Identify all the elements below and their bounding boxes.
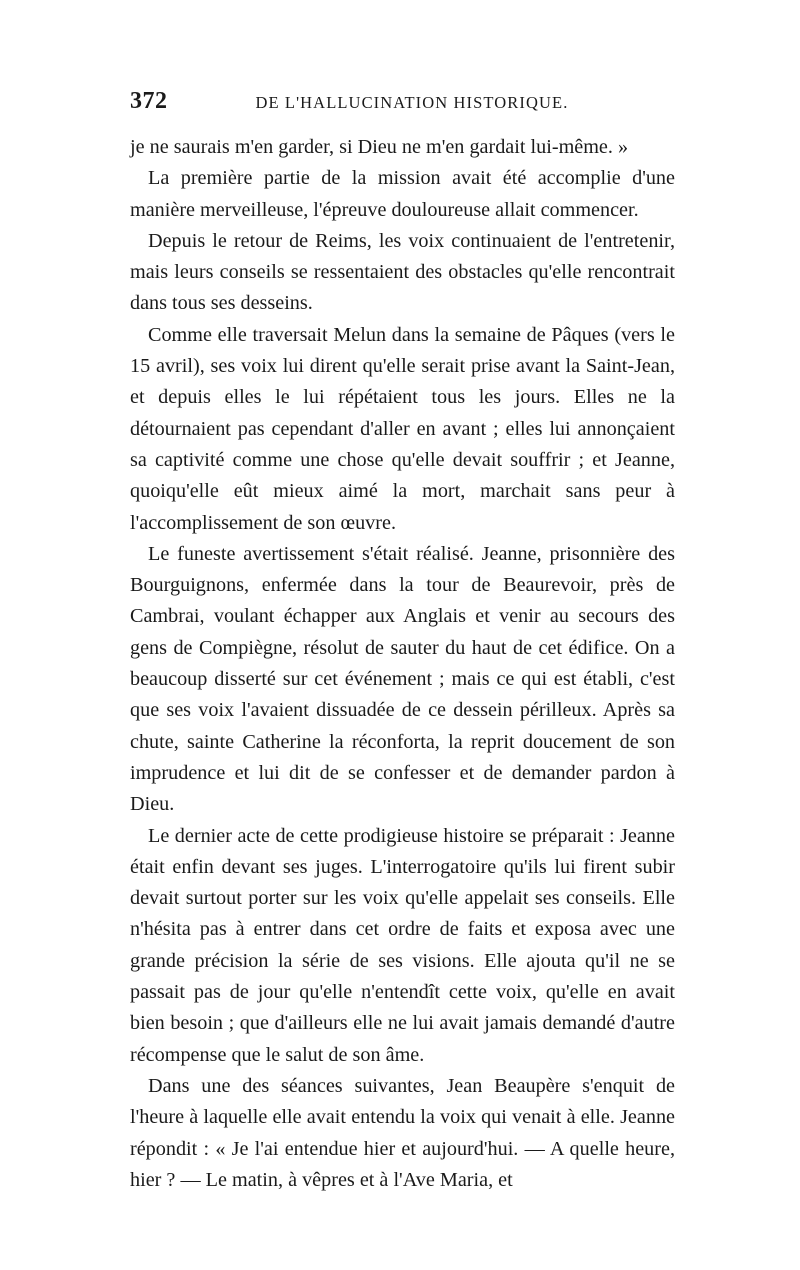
paragraph-continuation: je ne saurais m'en garder, si Dieu ne m'en gardait lui-même. » [130,136,629,158]
paragraph-trial: Le dernier acte de cette prodigieuse histoire se préparait : Jeanne était enfin devant ses juges. L'interrogatoire qu'ils lui firent subir devait surtout porter sur les voix qu'elle appelait ses conseils. Elle n'hésita pas à entrer dans cet ordre de faits et exposa avec une grande précision la série de ses visions. Elle ajouta qu'il ne se passait pas de jour qu'elle n'entendît cette voix, qu'elle en avait bien besoin ; que d'ailleurs elle ne lui avait jamais demandé d'autre récompense que le salut de son âme. [130,824,675,1066]
page-number: 372 [130,88,168,114]
paragraph-melun: Comme elle traversait Melun dans la semaine de Pâques (vers le 15 avril), ses voix lui dirent qu'elle serait prise avant la Saint-Jean, et depuis elles le lui répétaient tous les jours. Elles ne la détournaient pas cependant d'aller en avant ; elles lui annonçaient sa captivité comme une chose qu'elle devait souffrir ; et Jeanne, quoiqu'elle eût mieux aimé la mort, marchait sans peur à l'accomplissement de son œuvre. [130,323,675,534]
paragraph-mission: La première partie de la mission avait été accomplie d'une manière merveilleuse, l'épreuve douloureuse allait commencer. [130,167,675,221]
paragraph-beaurevoir: Le funeste avertissement s'était réalisé. Jeanne, prisonnière des Bourguignons, enfermée dans la tour de Beaurevoir, près de Cambrai, voulant échapper aux Anglais et venir au secours des gens de Compiègne, résolut de sauter du haut de cet édifice. On a beaucoup disserté sur cet événement ; mais ce qui est établi, c'est que ses voix l'avaient dissuadée de ce dessein périlleux. Après sa chute, sainte Catherine la réconforta, la reprit doucement de son imprudence et lui dit de se confesser et de demander pardon à Dieu. [130,542,675,816]
body-text [130,132,675,1196]
running-header [130,88,675,128]
book-page [130,88,675,1196]
paragraph-reims: Depuis le retour de Reims, les voix continuaient de l'entretenir, mais leurs conseils se ressentaient des obstacles qu'elle rencontrait dans tous ses desseins. [130,229,675,315]
running-title: DE L'HALLUCINATION HISTORIQUE. [255,93,569,112]
paragraph-beaupere: Dans une des séances suivantes, Jean Beaupère s'enquit de l'heure à laquelle elle avait entendu la voix qui venait à elle. Jeanne répondit : « Je l'ai entendue hier et aujourd'hui. — A quelle heure, hier ? — Le matin, à vêpres et à l'Ave Maria, et [130,1074,675,1191]
